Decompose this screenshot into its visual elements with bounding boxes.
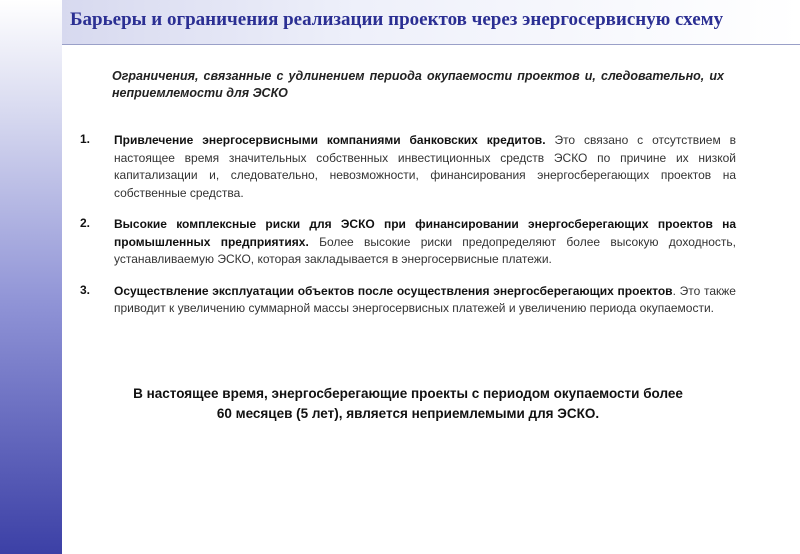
conclusion [80, 384, 736, 424]
item-text [114, 283, 736, 318]
item-bold-text: Привлечение энергосервисными компаниями банковских кредитов. [114, 133, 546, 147]
item-number: 2. [80, 216, 91, 230]
list-item [80, 216, 736, 269]
subtitle: Ограничения, связанные с удлинением периода окупаемости проектов и, следовательно, их неприемлемости для ЭСКО [112, 69, 724, 100]
item-number: 1. [80, 132, 91, 146]
item-bold-text: Высокие комплексные риски для ЭСКО при финансировании энергосберегающих проектов на промышленных предприятиях. [114, 217, 736, 249]
item-body-text: Более высокие риски предопределяют более высокую доходность, устанавливаемую ЭСКО, которая закладывается в энергосервисные платежи. [114, 234, 736, 266]
slide-title: Барьеры и ограничения реализации проектов через энергосервисную схему [70, 9, 724, 30]
list-item [80, 283, 736, 318]
item-number: 3. [80, 282, 91, 297]
left-gradient-band [0, 0, 62, 554]
item-bold-text: Осуществление эксплуатации объектов после осуществления энергосберегающих проектов [114, 283, 673, 298]
list-item [80, 132, 736, 202]
item-body-text: Это связано с отсутствием в настоящее время значительных собственных инвестиционных средств ЭСКО по причине их низкой капитализации и, следовательно, невозможности, финансирования энергосберегающих проектов на собственные средства. [114, 133, 736, 200]
item-body-text: . Это также приводит к увеличению суммарной массы энергосервисных платежей и увеличению периода окупаемости. [114, 283, 736, 315]
title-divider [62, 44, 800, 45]
barriers-list [80, 132, 736, 332]
conclusion-line-1: В настоящее время, энергосберегающие проекты с периодом окупаемости более [133, 386, 683, 401]
conclusion-line-2: 60 месяцев (5 лет), является неприемлемыми для ЭСКО. [216, 406, 600, 421]
item-text [114, 216, 736, 269]
item-text [114, 132, 736, 202]
